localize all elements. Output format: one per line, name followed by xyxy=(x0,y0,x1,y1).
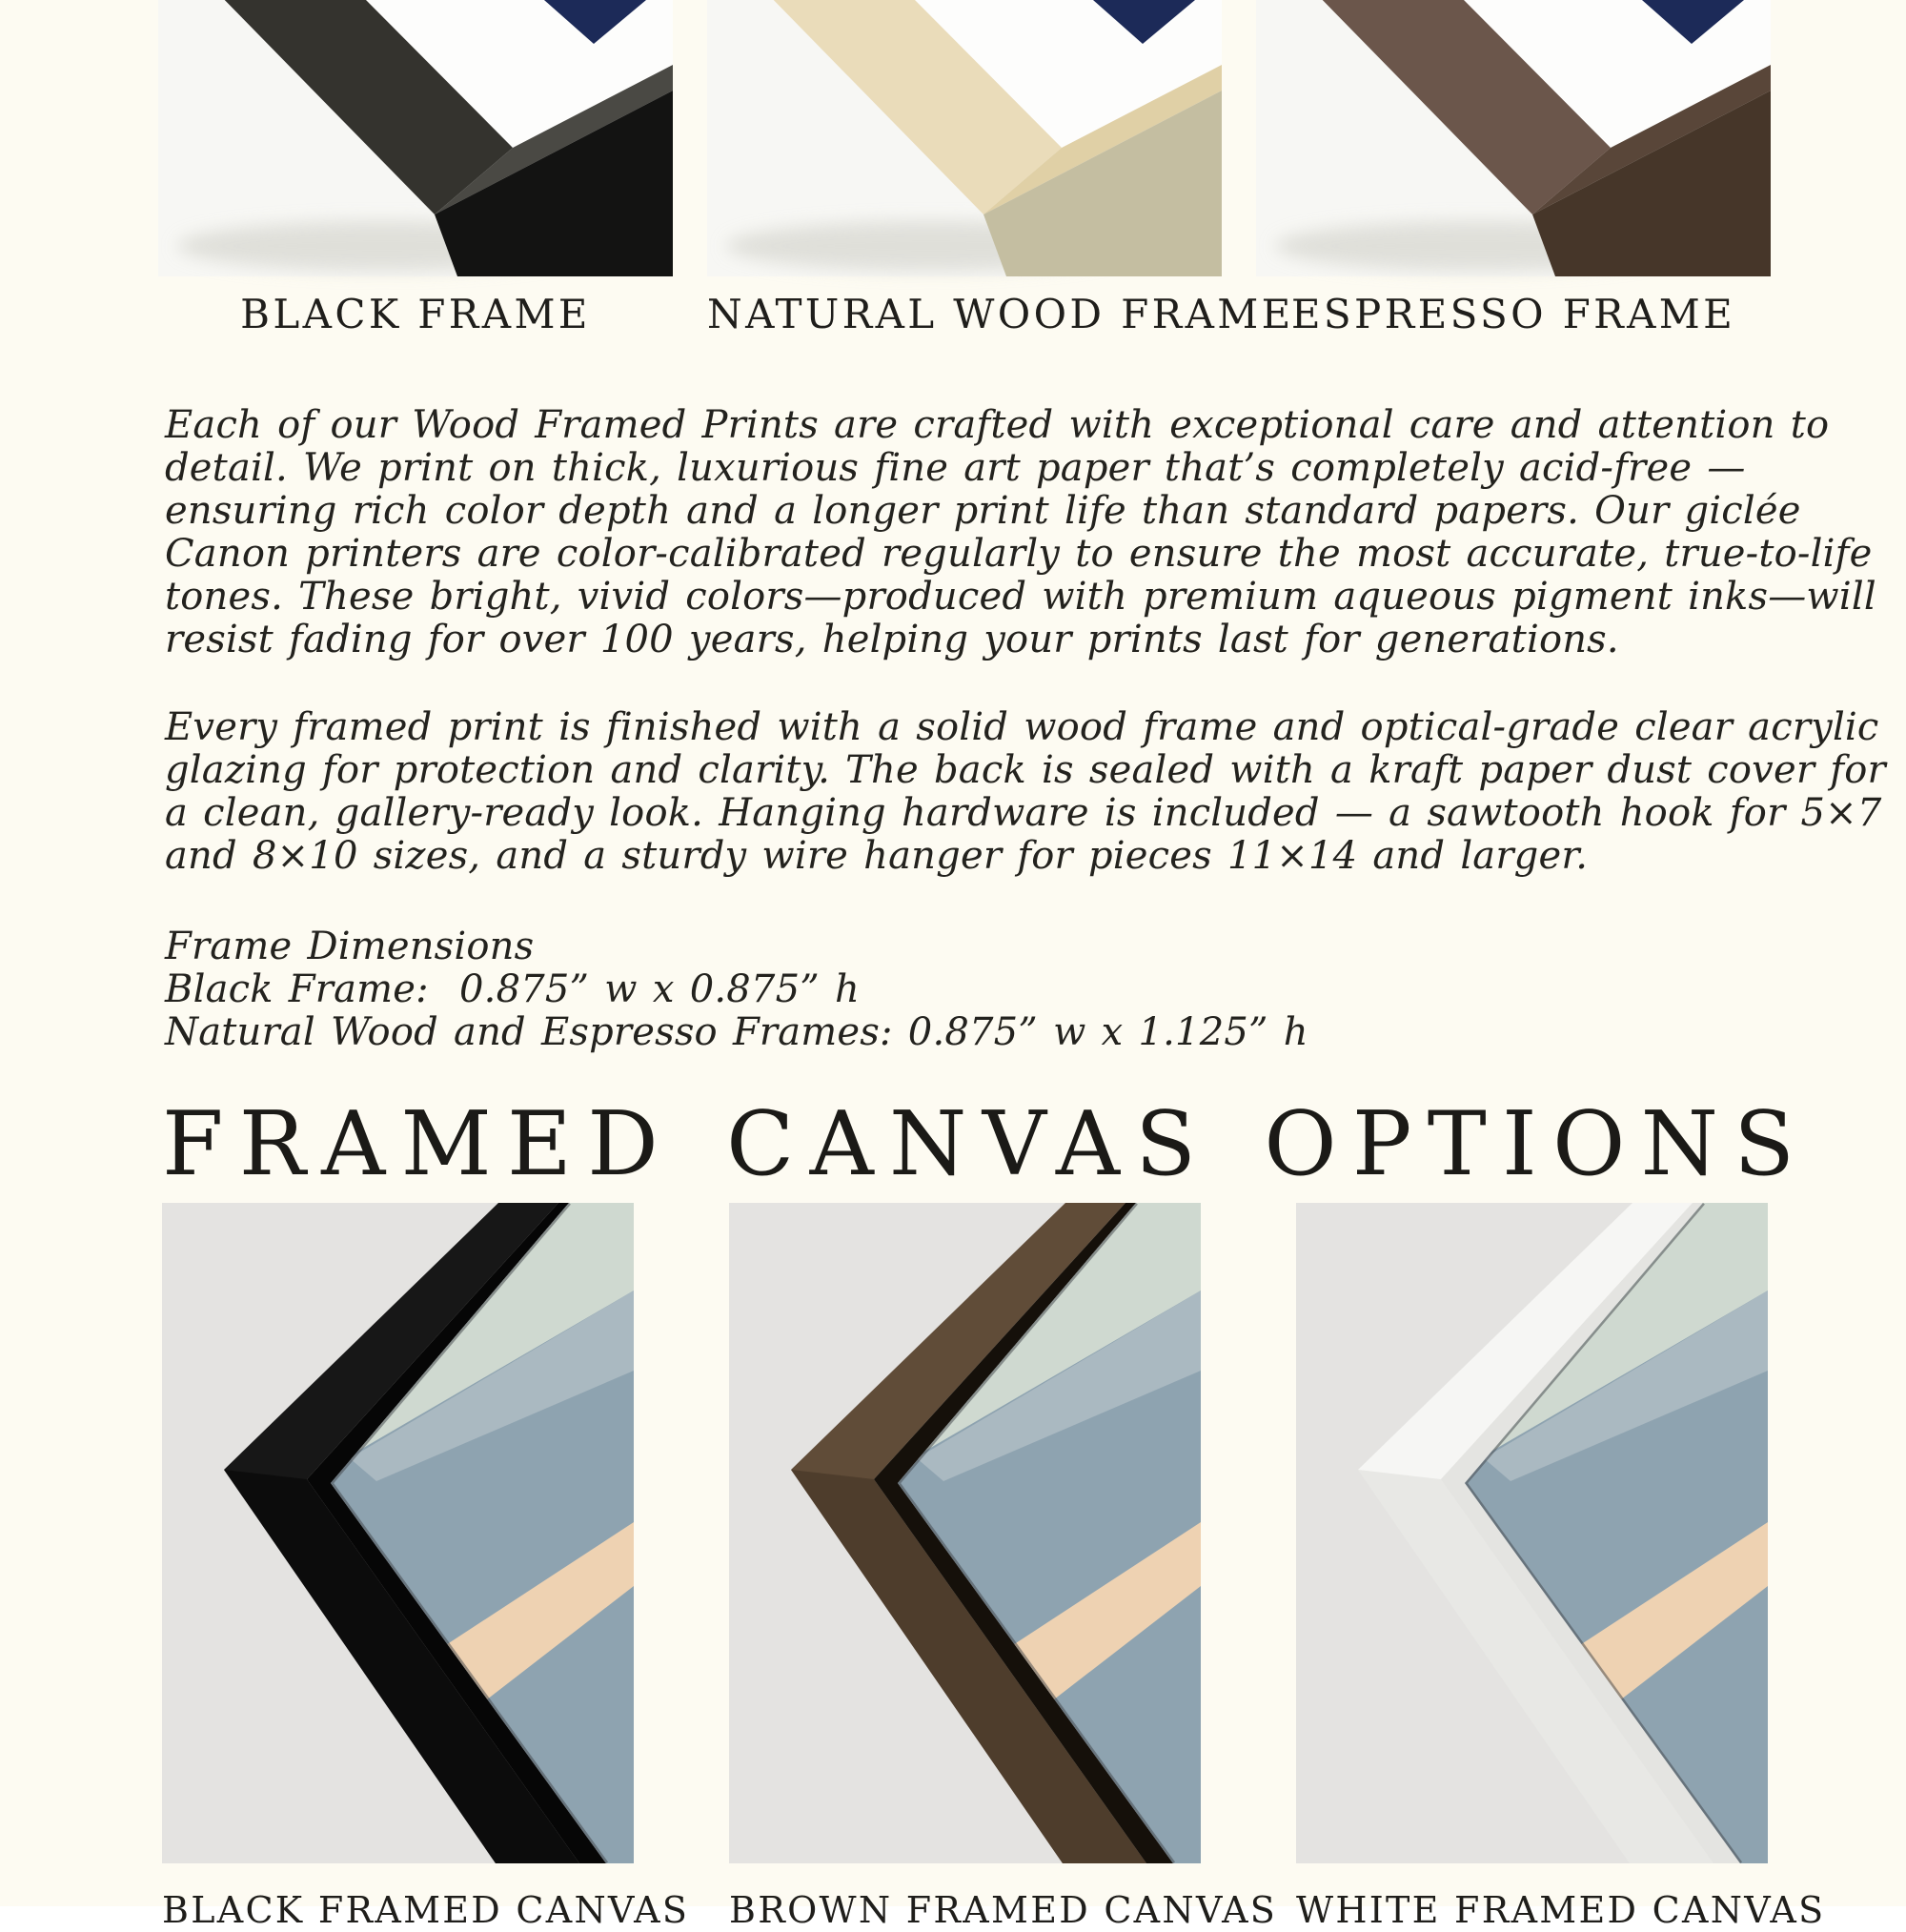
black-framed-canvas-corner-image xyxy=(162,1203,634,1863)
black-frame-label: BLACK FRAME xyxy=(240,291,591,337)
wood-frame-labels-row xyxy=(158,292,1771,337)
white-framed-canvas-label: WHITE FRAMED CANVAS xyxy=(1296,1889,1826,1931)
natural-wood-frame-corner-image xyxy=(707,0,1222,276)
brown-framed-canvas-corner-image xyxy=(729,1203,1201,1863)
paragraph-line: Every framed print is finished with a solid wood frame and optical-grade clear acrylic xyxy=(165,705,1879,749)
white-framed-canvas-photo xyxy=(1296,1203,1768,1863)
black-framed-canvas-label: BLACK FRAMED CANVAS xyxy=(162,1889,690,1931)
description-paragraph-2 xyxy=(165,706,1886,878)
paragraph-line: Canon printers are color-calibrated regularly to ensure the most accurate, true-to-life xyxy=(165,532,1873,576)
description-paragraph-1 xyxy=(165,404,1876,661)
paragraph-line: tones. These bright, vivid colors—produced with premium aqueous pigment inks—will xyxy=(165,575,1876,619)
brown-framed-canvas-photo xyxy=(729,1203,1201,1863)
wood-frame-photos-row xyxy=(158,0,1771,276)
paragraph-line: and 8×10 sizes, and a sturdy wire hanger for pieces 11×14 and larger. xyxy=(165,834,1589,878)
natural-wood-frame-label: NATURAL WOOD FRAME xyxy=(707,291,1294,337)
espresso-frame-label: ESPRESSO FRAME xyxy=(1290,291,1736,337)
paragraph-line: glazing for protection and clarity. The back is sealed with a kraft paper dust cover for xyxy=(165,748,1886,792)
paragraph-line: detail. We print on thick, luxurious fine art paper that’s completely acid-free — xyxy=(165,446,1746,490)
black-frame-photo xyxy=(158,0,673,276)
espresso-frame-corner-image xyxy=(1256,0,1771,276)
white-framed-canvas-corner-image xyxy=(1296,1203,1768,1863)
paragraph-line: resist fading for over 100 years, helping your prints last for generations. xyxy=(165,618,1619,661)
paragraph-line: ensuring rich color depth and a longer print life than standard papers. Our giclée xyxy=(165,489,1801,533)
paragraph-line: a clean, gallery-ready look. Hanging hardware is included — a sawtooth hook for 5×7 xyxy=(165,791,1882,835)
framed-canvas-photos-row xyxy=(162,1203,1768,1863)
natural-wood-frame-photo xyxy=(707,0,1222,276)
frame-dimensions-title: Frame Dimensions xyxy=(165,925,535,968)
wood-espresso-frame-dimensions: Natural Wood and Espresso Frames: 0.875” w x 1.125” h xyxy=(165,1010,1308,1054)
paragraph-line: Each of our Wood Framed Prints are crafted with exceptional care and attention to xyxy=(165,403,1830,447)
espresso-frame-photo xyxy=(1256,0,1771,276)
black-frame-corner-image xyxy=(158,0,673,276)
black-framed-canvas-photo xyxy=(162,1203,634,1863)
brown-framed-canvas-label: BROWN FRAMED CANVAS xyxy=(729,1889,1278,1931)
framed-canvas-options-heading: FRAMED CANVAS OPTIONS xyxy=(162,1092,1811,1195)
frame-dimensions-block xyxy=(165,925,1308,1054)
black-frame-dimensions: Black Frame: 0.875” w x 0.875” h xyxy=(165,967,860,1011)
framed-canvas-labels-row xyxy=(162,1888,1826,1932)
